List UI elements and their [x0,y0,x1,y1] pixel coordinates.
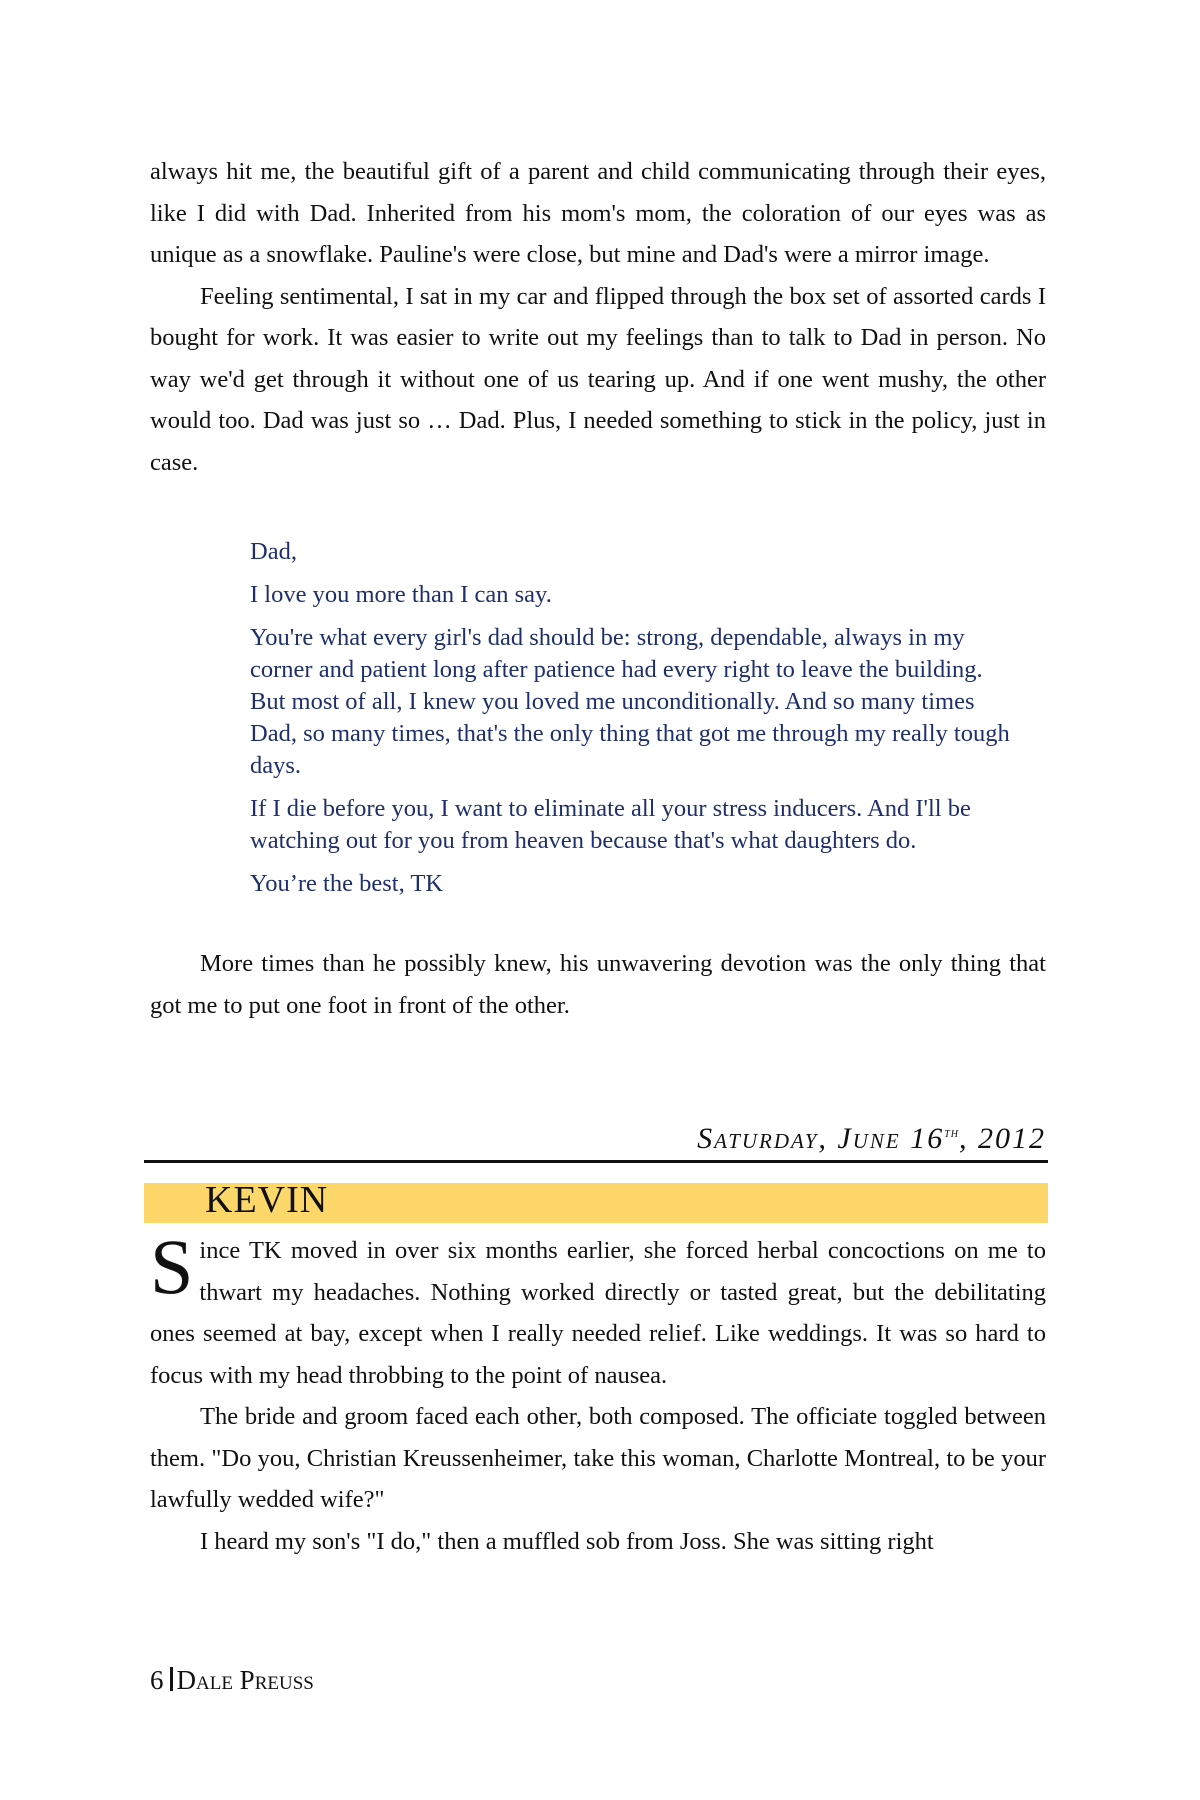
body-paragraph: More times than he possibly knew, his unwavering devotion was the only thing that got me to put one foot in front of the other. [150,950,1046,1019]
letter-salutation: Dad, [250,538,297,565]
section-body [150,1223,1046,1562]
letter-line: I love you more than I can say. [250,581,552,608]
drop-cap: S [150,1223,194,1310]
section-divider-rule [144,1160,1048,1163]
footer-separator [170,1667,173,1691]
opening-paragraph [150,1223,1046,1396]
page-number: 6 [150,1665,164,1695]
author-name: Dale Preuss [176,1665,314,1695]
body-paragraph: I heard my son's "I do," then a muffled sob from Joss. She was sitting right [200,1527,934,1555]
letter-signoff: You’re the best, TK [250,870,444,897]
body-paragraph: The bride and groom faced each other, both composed. The officiate toggled between them. "Do you, Christian Kreussenheimer, take this woman, Charlotte Montreal, to be your lawfully wedded wife?" [150,1403,1046,1513]
top-text-block [150,151,1046,483]
opening-paragraph-text: ince TK moved in over six months earlier, she forced herbal concoctions on me to thwart my headaches. Nothing worked directly or tasted great, but the debilitating ones seemed at bay, except when I really needed relief. Like weddings. It was so hard to focus with my head throbbing to the point of nausea. [150,1237,1046,1389]
date-text: Saturday, June 16 [697,1122,945,1155]
handwritten-card-letter [250,536,1010,911]
date-ordinal-suffix: th [944,1126,959,1141]
character-name-heading: KEVIN [205,1179,329,1221]
date-year: , 2012 [959,1122,1046,1155]
page-footer [150,1665,314,1696]
letter-line: If I die before you, I want to eliminate all your stress inducers. And I'll be watching out for you from heaven because that's what daughters do. [250,795,971,854]
body-paragraph: Feeling sentimental, I sat in my car and flipped through the box set of assorted cards I bought for work. It was easier to write out my feelings than to talk to Dad in person. No way we'd get through it without one of us tearing up. And if one went mushy, the other would too. Dad was just so … Dad. Plus, I needed something to stick in the policy, just in case. [150,282,1046,476]
body-paragraph: always hit me, the beautiful gift of a parent and child communicating through their eyes, like I did with Dad. Inherited from his mom's mom, the coloration of our eyes was as unique as a snowflake. Pauline's were close, but mine and Dad's were a mirror image. [150,158,1046,268]
letter-line: You're what every girl's dad should be: strong, dependable, always in my corner and patient long after patience had every right to leave the building. But most of all, I knew you loved me unconditionally. And so many times Dad, so many times, that's the only thing that got me through my really tough days. [250,624,1010,779]
after-letter-block [150,943,1046,1026]
section-date-heading [697,1122,1046,1156]
